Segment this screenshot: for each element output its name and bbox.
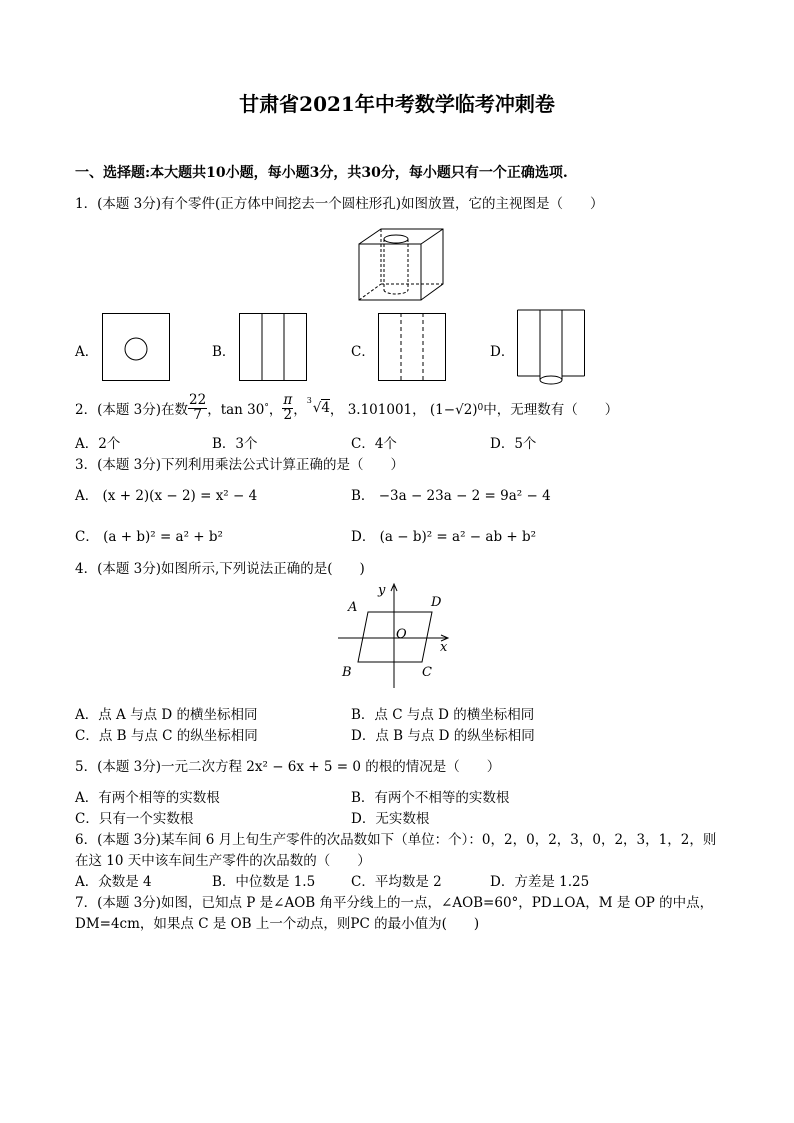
q5-option-d: D．无实数根 bbox=[351, 811, 430, 827]
q1-option-d-label: D． bbox=[490, 344, 515, 360]
q3-option-c: C． (a + b)² = a² + b² bbox=[75, 529, 223, 545]
question-4-stem: 4．(本题 3分)如图所示,下列说法正确的是( ) bbox=[75, 561, 365, 577]
q5-option-c: C．只有一个实数根 bbox=[75, 811, 194, 827]
origin-label: O bbox=[396, 627, 407, 642]
q5-option-b: B．有两个不相等的实数根 bbox=[351, 790, 510, 806]
question-6-line1: 6．(本题 3分)某车间 6 月上旬生产零件的次品数如下（单位：个）：0，2，0，2，3，0，2，3，1，2，则 bbox=[75, 832, 717, 848]
q3-option-d: D． (a − b)² = a² − ab + b² bbox=[351, 529, 537, 545]
x-axis-label: x bbox=[440, 640, 448, 655]
coordinate-figure bbox=[336, 580, 456, 690]
q6-option-b: B．中位数是 1.5 bbox=[212, 874, 316, 890]
question-6-line2: 在这 10 天中该车间生产零件的次品数的（ ） bbox=[75, 853, 371, 869]
page-title: 甘肃省2021年中考数学临考冲刺卷 bbox=[239, 92, 555, 116]
q2-rest: ， 3.101001， (1−√2) bbox=[329, 402, 478, 418]
question-7-line2: DM=4cm，如果点 C 是 OB 上一个动点，则PC 的最小值为( ) bbox=[75, 916, 480, 932]
fraction-pi-2: $\frac{\pi}{2}$ bbox=[283, 392, 293, 423]
q2-tan: ，tan 30 bbox=[207, 402, 265, 418]
q5-option-a: A．有两个相等的实数根 bbox=[75, 790, 220, 806]
point-c-label: C bbox=[422, 665, 432, 680]
q6-option-d: D．方差是 1.25 bbox=[490, 874, 590, 890]
fraction-22-7: $\frac{22}{7}$ bbox=[189, 392, 207, 423]
q2-prefix: 2．(本题 3分)在数 bbox=[75, 402, 189, 418]
q3-option-a: A． (x + 2)(x − 2) = x² − 4 bbox=[75, 488, 258, 504]
q2-option-c: C．4个 bbox=[351, 436, 397, 452]
q1-option-d-figure bbox=[517, 310, 585, 386]
q3-option-b: B． −3a − 23a − 2 = 9a² − 4 bbox=[351, 488, 551, 504]
q1-option-c-figure bbox=[378, 313, 446, 381]
q2-option-a: A．2个 bbox=[75, 436, 121, 452]
q2-option-b: B．3个 bbox=[212, 436, 258, 452]
q1-option-b-figure bbox=[239, 313, 307, 381]
point-d-label: D bbox=[431, 595, 442, 610]
question-5-stem: 5．(本题 3分)一元二次方程 2x² − 6x + 5 = 0 的根的情况是（ ） bbox=[75, 759, 501, 775]
q1-option-a-figure bbox=[102, 313, 170, 381]
q2-suffix: 中，无理数有（ ） bbox=[483, 402, 619, 418]
question-7-line1: 7．(本题 3分)如图，已知点 P 是∠AOB 角平分线上的一点，∠AOB=60°，PD⊥OA，M 是 OP 的中点， bbox=[75, 895, 714, 911]
q1-option-c-label: C． bbox=[351, 344, 375, 360]
q6-option-c: C．平均数是 2 bbox=[351, 874, 442, 890]
point-b-label: B bbox=[342, 665, 352, 680]
question-1-stem: 1．(本题 3分)有个零件(正方体中间挖去一个圆柱形孔)如图放置，它的主视图是（ ） bbox=[75, 196, 604, 212]
cube-root-4: 3 √4 bbox=[306, 396, 330, 416]
q4-option-b: B．点 C 与点 D 的横坐标相同 bbox=[351, 707, 535, 723]
section-heading: 一、选择题:本大题共10小题，每小题3分，共30分，每小题只有一个正确选项. bbox=[75, 165, 568, 181]
q4-option-c: C．点 B 与点 C 的纵坐标相同 bbox=[75, 728, 258, 744]
point-a-label: A bbox=[348, 600, 358, 615]
q4-option-a: A．点 A 与点 D 的横坐标相同 bbox=[75, 707, 258, 723]
q6-option-a: A．众数是 4 bbox=[75, 874, 152, 890]
q1-option-b-label: B． bbox=[212, 344, 236, 360]
q4-option-d: D．点 B 与点 D 的纵坐标相同 bbox=[351, 728, 535, 744]
question-2-stem: 2．(本题 3分)在数 $\frac{22}{7}$ ，tan 30 ° ， $\frac{\pi}{2}$ ， 3 √4 ， 3.101001， (1−√2) 0 中，无理数有（ ） bbox=[75, 392, 619, 423]
cube-figure bbox=[355, 226, 445, 304]
q2-option-d: D．5个 bbox=[490, 436, 537, 452]
y-axis-label: y bbox=[378, 583, 386, 598]
question-3-stem: 3．(本题 3分)下列利用乘法公式计算正确的是（ ） bbox=[75, 457, 405, 473]
q1-option-a-label: A． bbox=[75, 344, 99, 360]
